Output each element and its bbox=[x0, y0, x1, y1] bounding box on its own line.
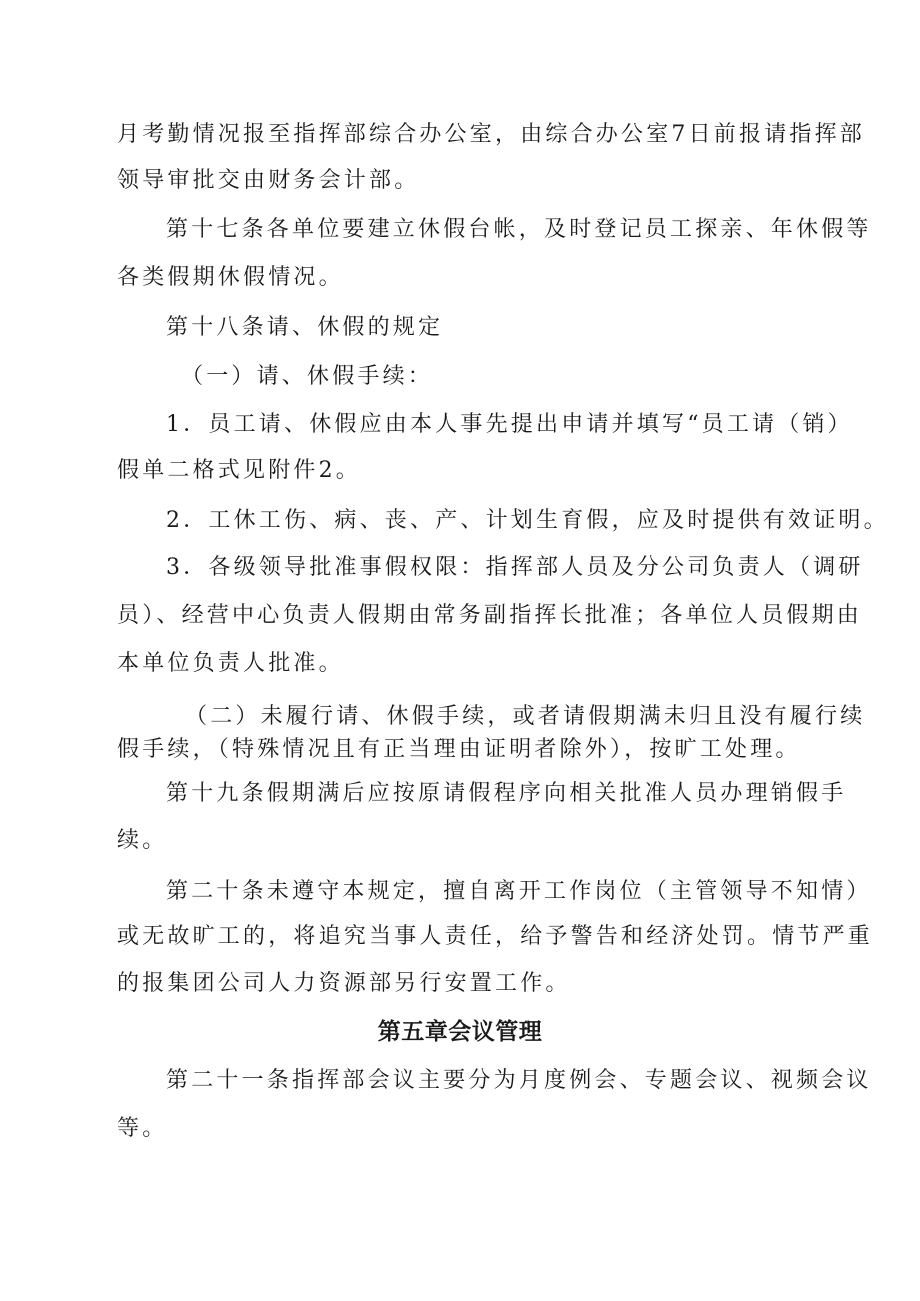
text-line: 第十九条假期满后应按原请假程序向相关批准人员办理销假手 bbox=[166, 781, 847, 806]
text-line: 的报集团公司人力资源部另行安置工作。 bbox=[117, 971, 571, 996]
text-line: 假手续，（特殊情况且有正当理由证明者除外），按旷工处理。 bbox=[117, 737, 801, 762]
text-line: 第十七条各单位要建立休假台帐，及时登记员工探亲、年休假等 bbox=[166, 217, 872, 242]
text-line: 2．工休工伤、病、丧、产、计划生育假，应及时提供有效证明。 bbox=[166, 508, 889, 533]
text-line: 员）、经营中心负责人假期由常务副指挥长批准；各单位人员假期由 bbox=[117, 603, 863, 628]
text-line: 第十八条请、休假的规定 bbox=[166, 315, 444, 340]
text-line: 第二十条未遵守本规定，擅自离开工作岗位（主管领导不知情） bbox=[166, 879, 872, 904]
text-line: 本单位负责人批准。 bbox=[117, 651, 344, 676]
text-line: 等。 bbox=[117, 1116, 168, 1141]
text-line: 3．各级领导批准事假权限：指挥部人员及分公司负责人（调研 bbox=[166, 555, 864, 580]
text-line: 各类假期休假情况。 bbox=[117, 265, 344, 290]
chapter-heading: 第五章会议管理 bbox=[377, 1019, 543, 1045]
text-line: 续。 bbox=[117, 828, 168, 853]
text-line: 1．员工请、休假应由本人事先提出申请并填写“员工请（销） bbox=[166, 412, 853, 437]
text-line: 月考勤情况报至指挥部综合办公室，由综合办公室7日前报请指挥部 bbox=[117, 122, 865, 147]
text-line: （二）未履行请、休假手续，或者请假期满未归且没有履行续 bbox=[185, 704, 866, 729]
text-line: （一）请、休假手续： bbox=[181, 364, 434, 389]
text-line: 第二十一条指挥部会议主要分为月度例会、专题会议、视频会议 bbox=[166, 1068, 872, 1093]
text-line: 领导审批交由财务会计部。 bbox=[117, 168, 420, 193]
text-line: 假单二格式见附件2。 bbox=[117, 458, 361, 483]
text-line: 或无故旷工的，将追究当事人责任，给予警告和经济处罚。情节严重 bbox=[117, 924, 874, 949]
